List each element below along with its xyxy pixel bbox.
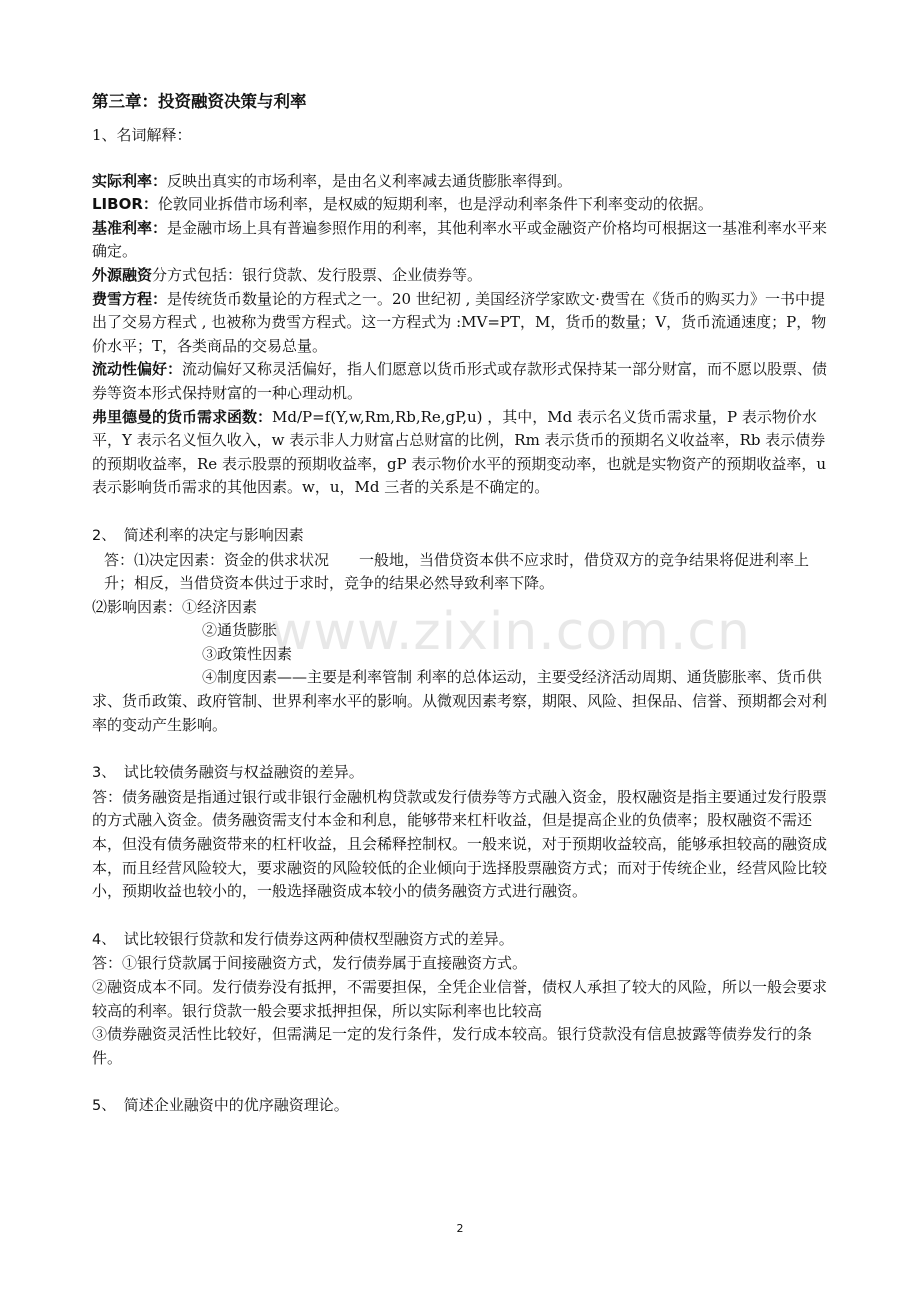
definition-text: 是传统货币数量论的方程式之一。20 世纪初 , 美国经济学家欧文·费雪在《货币的购买力》一书中提出了交易方程式 , 也被称为费雪方程式。这一方程式为 :MV=PT，M，货币的数量；V，货币流通速度；P，物价水平；T，各类商品的交易总量。 xyxy=(92,289,827,355)
spacer xyxy=(92,1070,828,1094)
question-number: 5、 xyxy=(92,1098,116,1115)
question-text: 简述利率的决定与影响因素 xyxy=(123,525,304,544)
question-text: 试比较银行贷款和发行债券这两种债权型融资方式的差异。 xyxy=(123,929,514,948)
definition-item xyxy=(92,170,828,194)
section2-answer: 答：⑴决定因素：资金的供求状况 一般地，当借贷资本供不应求时，借贷双方的竞争结果将促进利率上升；相反，当借贷资本供过于求时，竞争的结果必然导致利率下降。 xyxy=(104,550,810,593)
factor-item: ②通货膨胀 xyxy=(202,621,278,640)
definition-item xyxy=(92,358,828,405)
definition-term: 基准利率： xyxy=(92,218,168,237)
section4-point: ③债券融资灵活性比较好，但需满足一定的发行条件，发行成本较高。银行贷款没有信息披露等债券发行的条件。 xyxy=(92,1025,813,1067)
question-number: 4、 xyxy=(92,931,116,948)
definition-text: 是金融市场上具有普遍参照作用的利率，其他利率水平或金融资产价格均可根据这一基准利率水平来确定。 xyxy=(92,218,828,261)
spacer xyxy=(92,148,828,170)
section4-point: ②融资成本不同。发行债券没有抵押，不需要担保，全凭企业信誉，债权人承担了较大的风险，所以一般会要求较高的利率。银行贷款一般会要求抵押担保，所以实际利率也比较高 xyxy=(92,978,828,1020)
question-number: 3、 xyxy=(92,765,116,782)
definition-text: 流动偏好又称灵活偏好，指人们愿意以货币形式或存款形式保持某一部分财富，而不愿以股票、债券等资本形式保持财富的一种心理动机。 xyxy=(92,360,828,402)
question-number: 2、 xyxy=(92,527,116,544)
section2-heading xyxy=(92,524,828,549)
document-page xyxy=(92,90,828,1119)
section5-heading xyxy=(92,1094,828,1119)
section3-heading xyxy=(92,761,828,786)
definition-term: LIBOR： xyxy=(92,195,158,214)
definition-text: 伦敦同业拆借市场利率，是权威的短期利率，也是浮动利率条件下利率变动的依据。 xyxy=(157,195,713,214)
factor-item: ③政策性因素 xyxy=(202,644,293,663)
factors-row xyxy=(92,596,828,620)
definition-text: 反映出真实的市场利率，是由名义利率减去通货膨胀率得到。 xyxy=(167,171,573,190)
definition-item xyxy=(92,264,828,288)
section1-heading: 1、名词解释： xyxy=(92,126,192,144)
definition-term: 弗里德曼的货币需求函数： xyxy=(92,407,273,426)
definition-term: 外源融资 xyxy=(92,265,153,284)
spacer xyxy=(92,500,828,524)
definition-term: 费雪方程： xyxy=(92,289,168,308)
definition-text: Md/P=f(Y,w,Rm,Rb,Re,gP,u) ，其中，Md 表示名义货币需求量，P 表示物价水平，Y 表示名义恒久收入，w 表示非人力财富占总财富的比例，Rm 表示货币的预期名义收益率，Rb 表示债券的预期收益率，Re 表示股票的预期收益率，gP 表示物价水平的预期变动率，也就是实物资产的预期收益率，u 表示影响货币需求的其他因素。w，u，Md 三者的关系是不确定的。 xyxy=(92,407,827,497)
definition-term: 流动性偏好： xyxy=(92,360,183,379)
section4-heading xyxy=(92,928,828,953)
spacer xyxy=(92,737,828,761)
definition-text: 分方式包括：银行贷款、发行股票、企业债券等。 xyxy=(152,265,483,284)
question-text: 简述企业融资中的优序融资理论。 xyxy=(123,1096,349,1115)
factor-item: ①经济因素 xyxy=(182,597,258,616)
definition-item xyxy=(92,217,828,264)
factors-label: ⑵影响因素： xyxy=(92,597,183,616)
question-text: 试比较债务融资与权益融资的差异。 xyxy=(123,763,364,782)
page-number: 2 xyxy=(456,1222,464,1235)
definition-term: 实际利率： xyxy=(92,171,168,190)
spacer xyxy=(92,904,828,928)
chapter-title: 第三章：投资融资决策与利率 xyxy=(92,92,307,111)
definition-item xyxy=(92,406,828,500)
section3-answer: 答：债务融资是指通过银行或非银行金融机构贷款或发行债券等方式融入资金，股权融资是指主要通过发行股票的方式融入资金。债务融资需支付本金和利息，能够带来杠杆收益，但是提高企业的负债率；股权融资不需还本，但没有债务融资带来的杠杆收益，且会稀释控制权。一般来说，对于预期收益较高，能够承担较高的融资成本，而且经营风险较大，要求融资的风险较低的企业倾向于选择股票融资方式；而对于传统企业，经营风险比较小，预期收益也较小的，一般选择融资成本较小的债务融资方式进行融资。 xyxy=(92,787,828,901)
section4-point: 答：①银行贷款属于间接融资方式，发行债券属于直接融资方式。 xyxy=(92,954,528,973)
definition-item xyxy=(92,193,828,217)
definition-item xyxy=(92,288,828,359)
factor-item-4: ④制度因素——主要是利率管制 利率的总体运动，主要受经济活动周期、通货膨胀率、货币供求、货币政策、政府管制、世界利率水平的影响。从微观因素考察，期限、风险、担保品、信誉、预期都会对利率的变动产生影响。 xyxy=(92,668,828,734)
watermark: www.zixin.com.cn xyxy=(270,602,751,662)
